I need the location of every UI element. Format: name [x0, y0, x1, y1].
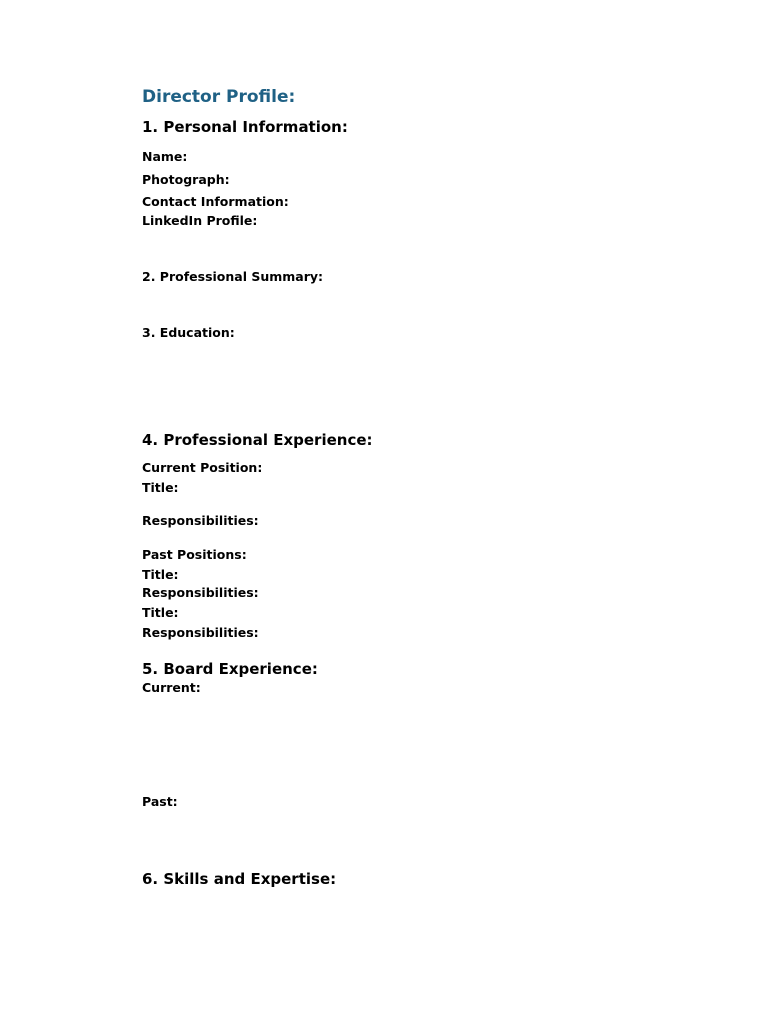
field-label-board-current: Current:: [142, 680, 201, 695]
section-heading-skills-and-expertise: 6. Skills and Expertise:: [142, 870, 337, 888]
field-label-past-positions: Past Positions:: [142, 547, 247, 562]
section-heading-education: 3. Education:: [142, 325, 235, 340]
field-label-past-responsibilities-2: Responsibilities:: [142, 625, 259, 640]
field-label-name: Name:: [142, 149, 188, 164]
section-heading-professional-summary: 2. Professional Summary:: [142, 269, 324, 284]
field-label-past-responsibilities-1: Responsibilities:: [142, 585, 259, 600]
field-label-past-title-2: Title:: [142, 605, 179, 620]
section-heading-professional-experience: 4. Professional Experience:: [142, 431, 373, 449]
field-label-photograph: Photograph:: [142, 172, 230, 187]
field-label-current-title: Title:: [142, 480, 179, 495]
section-heading-personal-information: 1. Personal Information:: [142, 118, 348, 136]
field-label-contact-information: Contact Information:: [142, 194, 289, 209]
field-label-board-past: Past:: [142, 794, 178, 809]
section-heading-board-experience: 5. Board Experience:: [142, 660, 318, 678]
field-label-linkedin-profile: LinkedIn Profile:: [142, 213, 258, 228]
field-label-past-title-1: Title:: [142, 567, 179, 582]
field-label-current-position: Current Position:: [142, 460, 263, 475]
field-label-current-responsibilities: Responsibilities:: [142, 513, 259, 528]
document-title: Director Profile:: [142, 87, 296, 107]
